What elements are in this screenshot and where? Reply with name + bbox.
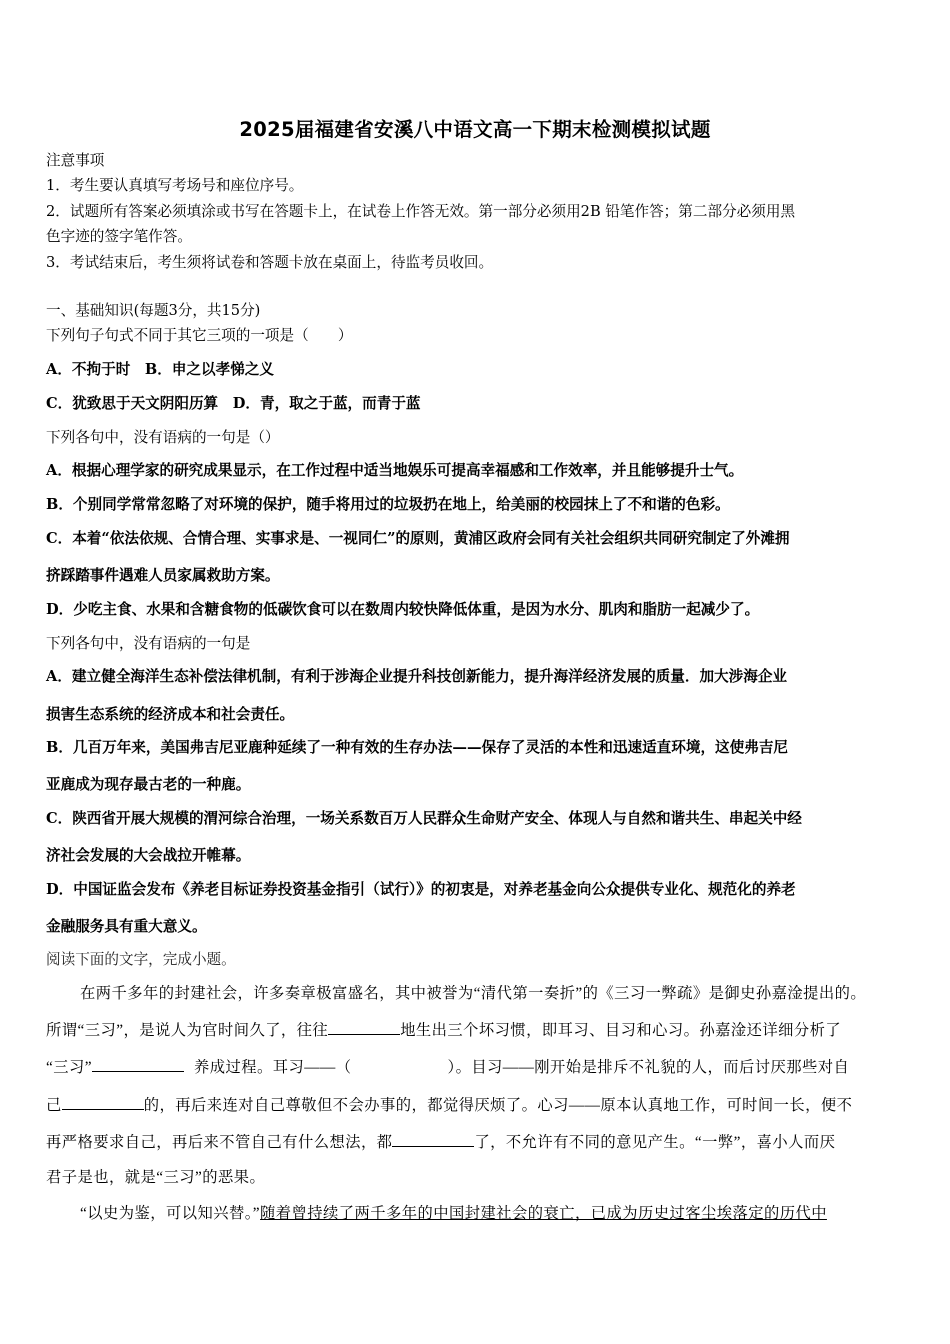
question-option: B．个别同学常常忽略了对环境的保护，随手将用过的垃圾扔在地上，给美丽的校园抹上了不和谐的色彩。	[46, 496, 730, 513]
question-option: D．中国证监会发布《养老目标证券投资基金指引（试行）》的初衷是，对养老基金向公众提供专业化、规范化的养老	[46, 881, 796, 898]
fill-blank	[328, 1020, 400, 1035]
fill-blank	[392, 1132, 474, 1147]
passage-line: 君子是也，就是“三习”的恶果。	[46, 1169, 266, 1186]
question-option: 金融服务具有重大意义。	[46, 918, 207, 935]
passage-text: 养成过程。耳习——（	[193, 1059, 352, 1076]
question-option: 挤踩踏事件遇难人员家属救助方案。	[46, 567, 280, 584]
underlined-sentence: 随着曾持续了两千多年的中国封建社会的衰亡，已成为历史过客尘埃落定的历代中	[260, 1205, 827, 1222]
fill-blank	[92, 1057, 184, 1072]
question-option: 济社会发展的大会战拉开帷幕。	[46, 847, 251, 864]
question-stem: 下列各句中，没有语病的一句是	[46, 635, 251, 652]
passage-line	[46, 1132, 910, 1153]
passage-line	[80, 1204, 910, 1224]
question-option: 亚鹿成为现存最古老的一种鹿。	[46, 776, 251, 793]
question-stem: 下列句子句式不同于其它三项的一项是（ ）	[46, 327, 353, 344]
question-option: C．本着“依法依规、合情合理、实事求是、一视同仁”的原则，黄浦区政府会同有关社会组织共同研究制定了外滩拥	[46, 530, 790, 547]
passage-text: 的，再后来连对自己尊敬但不会办事的，都觉得厌烦了。心习——原本认真地工作，可时间一长，便不	[143, 1097, 853, 1114]
passage-line	[46, 1057, 910, 1078]
passage-text: 再严格要求自己，再后来不管自己有什么想法，都	[46, 1134, 393, 1151]
question-option: C．犹致思于天文阴阳历算 D．青，取之于蓝，而青于蓝	[46, 395, 421, 412]
notice-item: 2．试题所有答案必须填涂或书写在答题卡上，在试卷上作答无效。第一部分必须用2B 铅笔作答；第二部分必须用黑	[46, 203, 796, 220]
question-option: A．建立健全海洋生态补偿法律机制，有利于涉海企业提升科技创新能力，提升海洋经济发展的质量．加大涉海企业	[46, 668, 788, 685]
reading-instruction: 阅读下面的文字，完成小题。	[46, 951, 236, 968]
page-title: 2025届福建省安溪八中语文高一下期末检测模拟试题	[239, 118, 711, 141]
passage-text: “三习”	[46, 1059, 92, 1076]
passage-line: 在两千多年的封建社会，许多奏章极富盛名，其中被誉为“清代第一奏折”的《三习一弊疏》是御史孙嘉淦提出的。	[80, 985, 867, 1002]
notice-item: 3．考试结束后，考生须将试卷和答题卡放在桌面上，待监考员收回。	[46, 254, 494, 271]
passage-text: 了，不允许有不同的意见产生。“一弊”，喜小人而厌	[474, 1134, 836, 1151]
passage-text: 己	[46, 1097, 62, 1114]
section-heading: 一、基础知识(每题3分，共15分)	[46, 302, 261, 319]
question-option: A．不拘于时 B．申之以孝悌之义	[46, 361, 274, 378]
passage-line	[46, 1095, 910, 1116]
question-option: 损害生态系统的经济成本和社会责任。	[46, 706, 295, 723]
passage-text: 所谓“三习”，是说人为官时间久了，往往	[46, 1022, 329, 1039]
question-option: B．几百万年来，美国弗吉尼亚鹿种延续了一种有效的生存办法——保存了灵活的本性和迅速适直环境，这使弗吉尼	[46, 739, 789, 756]
passage-line	[46, 1020, 910, 1041]
question-option: A．根据心理学家的研究成果显示，在工作过程中适当地娱乐可提高幸福感和工作效率，并且能够提升士气。	[46, 462, 744, 479]
passage-text: 地生出三个坏习惯，即耳习、目习和心习。孙嘉淦还详细分析了	[400, 1022, 842, 1039]
question-option: C．陕西省开展大规模的渭河综合治理，一场关系数百万人民群众生命财产安全、体现人与自然和谐共生、串起关中经	[46, 810, 802, 827]
passage-text: “以史为鉴，可以知兴替。”	[80, 1205, 261, 1222]
question-option: D．少吃主食、水果和含糖食物的低碳饮食可以在数周内较快降低体重，是因为水分、肌肉和脂肪一起减少了。	[46, 601, 760, 618]
question-stem: 下列各句中，没有语病的一句是（）	[46, 429, 280, 446]
notice-item: 色字迹的签字笔作答。	[46, 228, 192, 245]
notice-heading: 注意事项	[46, 152, 105, 169]
notice-item: 1．考生要认真填写考场号和座位序号。	[46, 177, 304, 194]
fill-blank	[62, 1095, 144, 1110]
passage-text: ）。目习——刚开始是排斥不礼貌的人，而后讨厌那些对自	[447, 1059, 850, 1076]
